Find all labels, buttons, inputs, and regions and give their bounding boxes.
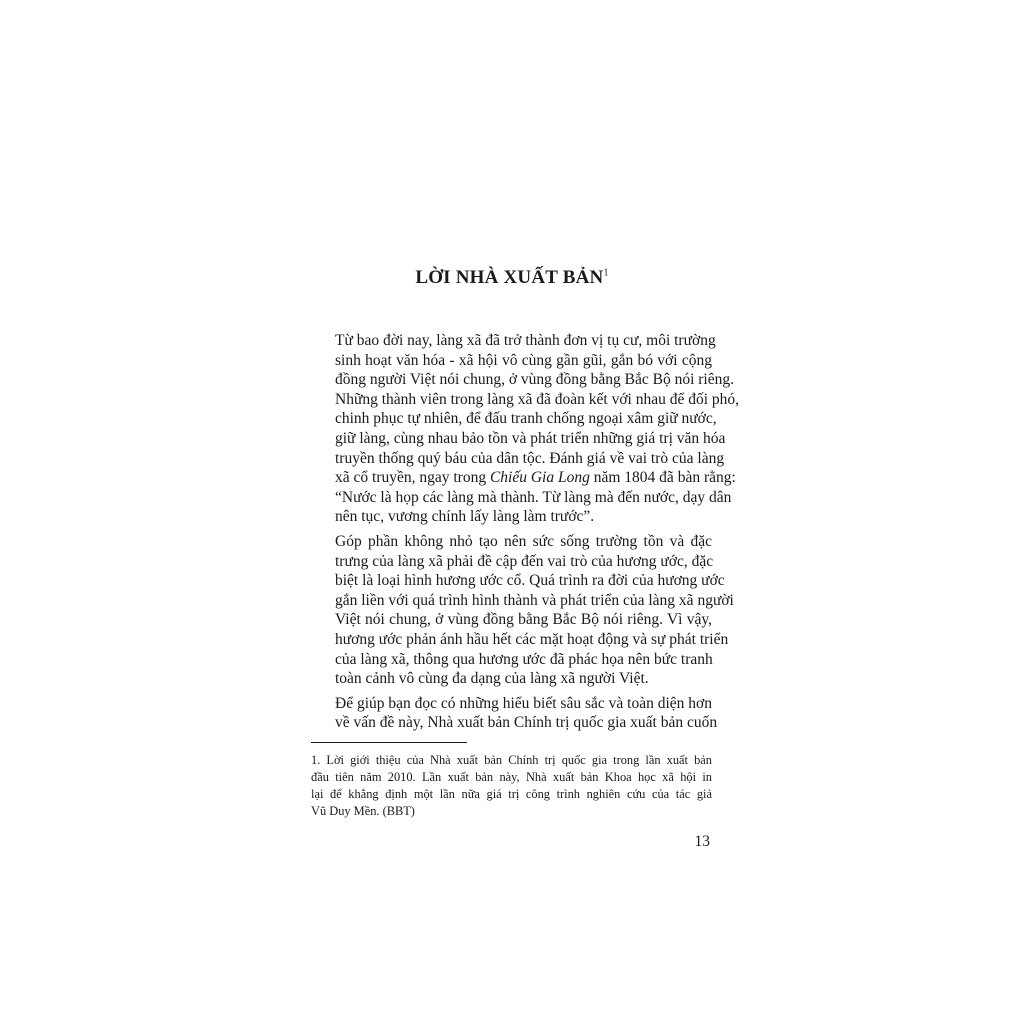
text-line: Việt nói chung, ở vùng đồng bằng Bắc Bộ nói riêng. Vì vậy,: [335, 611, 712, 629]
text-line: của làng xã, thông qua hương ước đã phác họa nên bức tranh: [335, 650, 713, 668]
footnote-line: lại để khẳng định một lần nữa giá trị công trình nghiên cứu của tác giả: [311, 787, 712, 801]
text-line: biệt là loại hình hương ước cổ. Quá trình ra đời của hương ước: [335, 572, 725, 590]
text-line-with-italic: [311, 468, 736, 488]
text-line: nên tục, vương chính lấy làng làm trước”.: [335, 508, 595, 526]
text-line: đồng người Việt nói chung, ở vùng đồng bằng Bắc Bộ nói riêng.: [335, 371, 734, 389]
text-line: Góp phần không nhỏ tạo nên sức sống trường tồn và đặc: [335, 532, 712, 550]
footnote-line: đầu tiên năm 2010. Lần xuất bản này, Nhà xuất bản Khoa học xã hội in: [311, 770, 712, 784]
footnote-line: 1. Lời giới thiệu của Nhà xuất bản Chính trị quốc gia trong lần xuất bản: [311, 753, 712, 767]
text-segment: năm 1804 đã bàn rằng:: [589, 469, 736, 487]
text-line: giữ làng, cùng nhau bảo tồn và phát triển những giá trị văn hóa: [335, 429, 726, 447]
text-line: Những thành viên trong làng xã đã đoàn kết với nhau để đối phó,: [335, 390, 740, 408]
text-line: Để giúp bạn đọc có những hiểu biết sâu sắc và toàn diện hơn: [335, 694, 712, 712]
footnote: [311, 752, 712, 820]
title-text: LỜI NHÀ XUẤT BẢN: [415, 267, 604, 288]
body-text: [311, 331, 740, 738]
footnote-line: Vũ Duy Mền. (BBT): [311, 804, 415, 818]
text-line: “Nước là họp các làng mà thành. Từ làng mà đến nước, dạy dân: [335, 488, 732, 506]
paragraph-3: [311, 694, 718, 733]
paragraph-1: [311, 331, 740, 527]
footnote-divider: [311, 742, 467, 743]
text-segment: xã cổ truyền, ngay trong: [335, 469, 490, 487]
italic-title: Chiếu Gia Long: [489, 469, 590, 487]
title-footnote-mark: 1: [603, 267, 609, 279]
text-line: chinh phục tự nhiên, để đấu tranh chống ngoại xâm giữ nước,: [335, 410, 717, 428]
text-line: về vấn đề này, Nhà xuất bản Chính trị quốc gia xuất bản cuốn: [335, 714, 718, 732]
text-line: trưng của làng xã phải đề cập đến vai trò của hương ước, đặc: [335, 552, 714, 570]
text-line: toàn cảnh vô cùng đa dạng của làng xã người Việt.: [335, 670, 649, 688]
text-line: Từ bao đời nay, làng xã đã trở thành đơn vị tụ cư, môi trường: [335, 332, 716, 349]
text-line: gắn liền với quá trình hình thành và phát triển của làng xã người: [335, 591, 734, 609]
text-line: hương ước phản ánh hầu hết các mặt hoạt động và sự phát triển: [335, 630, 729, 648]
paragraph-2: [311, 532, 734, 689]
text-line: truyền thống quý báu của dân tộc. Đánh giá về vai trò của làng: [335, 449, 725, 467]
text-line: sinh hoạt văn hóa - xã hội vô cùng gần gũi, gắn bó với cộng: [335, 351, 712, 369]
page-number: 13: [694, 833, 710, 850]
page-title: [310, 267, 714, 289]
